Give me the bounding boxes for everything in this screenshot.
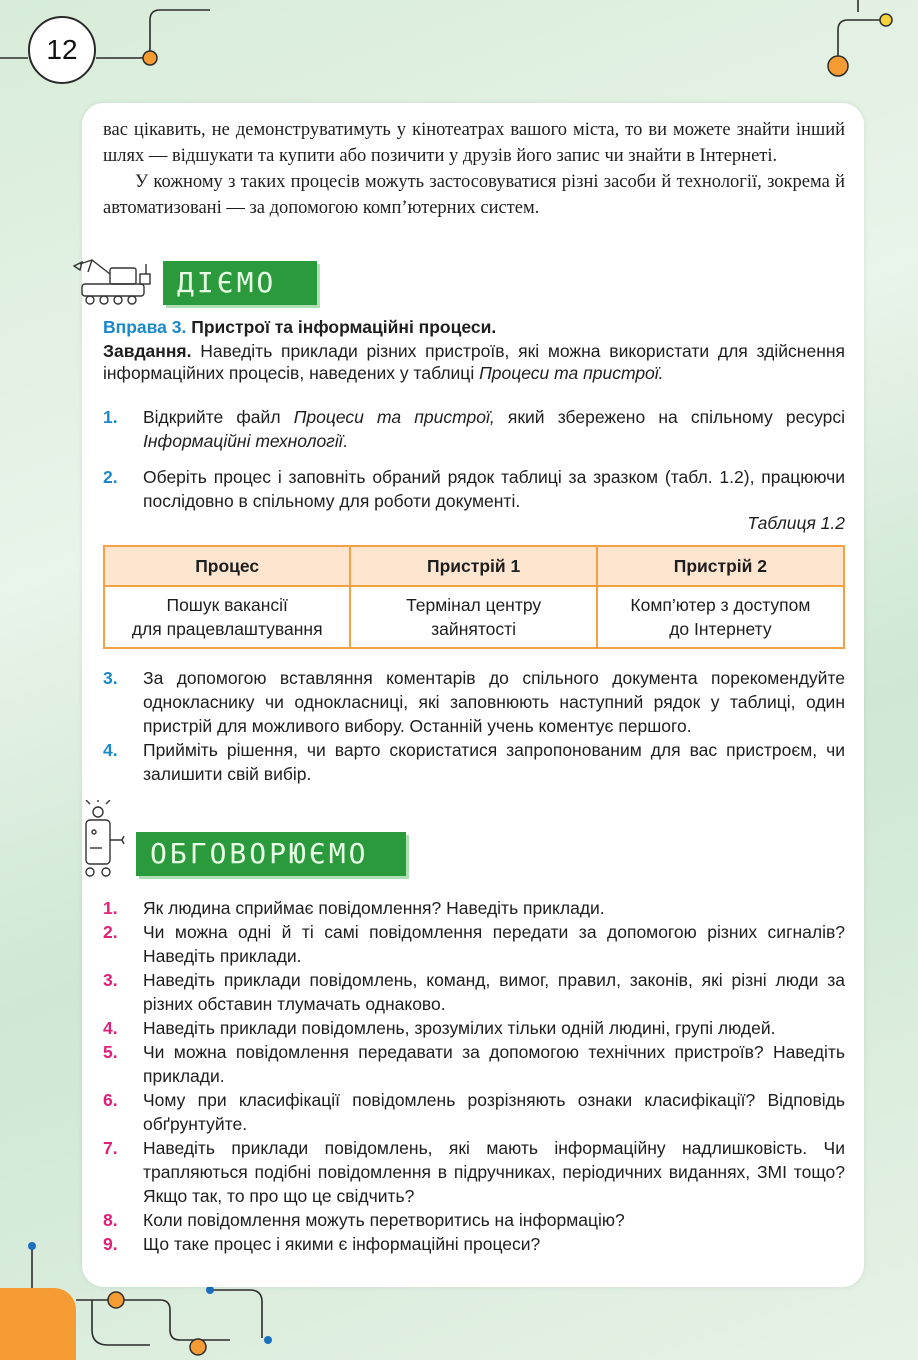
question-number: 4. xyxy=(103,1018,118,1038)
step-text: . xyxy=(342,431,348,451)
list-item xyxy=(103,1040,845,1088)
act-banner xyxy=(163,261,317,305)
discuss-banner xyxy=(136,832,406,876)
question-number: 2. xyxy=(103,922,118,942)
step-file-name: Процеси та пристрої, xyxy=(293,407,495,427)
task-text: Наведіть приклади різних пристроїв, які можна використати для здійснення інформаційних процесів, наведених у таблиці xyxy=(103,341,845,383)
intro-text xyxy=(103,117,845,221)
page-number: 12 xyxy=(28,16,96,84)
table-cell: Термінал центру зайнятості xyxy=(350,586,596,648)
step-number: 4. xyxy=(103,740,118,760)
step-resource-name: Інформаційні технології xyxy=(143,431,343,451)
list-item xyxy=(103,738,845,786)
table-caption: Таблиця 1.2 xyxy=(747,513,845,533)
intro-paragraph-2: У кожному з таких процесів можуть застосовуватися різні засоби й технології, зокрема й автоматизовані — за допомогою комп’ютерних систем. xyxy=(103,172,845,218)
question-text: Наведіть приклади повідомлень, які мають інформаційну надлишковість. Чи трапляються подібні повідомлення в підручниках, періодичних виданнях, ЗМІ тощо? Якщо так, то про що це свідчить? xyxy=(143,1138,845,1206)
table-header: Пристрій 1 xyxy=(350,546,596,586)
process-devices-table xyxy=(103,545,845,649)
step-text: який збережено на спільному ресурсі xyxy=(494,407,845,427)
step-number: 3. xyxy=(103,668,118,688)
step-text: Прийміть рішення, чи варто скористатися запропонованим для вас пристроєм, чи залишити свій вибір. xyxy=(143,740,845,784)
question-number: 3. xyxy=(103,970,118,990)
table-header: Процес xyxy=(104,546,350,586)
question-number: 1. xyxy=(103,898,118,918)
table-header-row xyxy=(104,546,844,586)
step-number: 2. xyxy=(103,467,118,487)
exercise-task xyxy=(103,340,845,384)
intro-paragraph-1: вас цікавить, не демонструватимуть у кінотеатрах вашого міста, то ви можете знайти інший шлях — відшукати та купити або позичити у друзів його запис чи знайти в Інтернеті. xyxy=(103,120,845,166)
list-item xyxy=(103,1088,845,1136)
exercise-label: Вправа 3. xyxy=(103,317,187,337)
step-text: Відкрийте файл xyxy=(143,407,294,427)
discuss-banner-label: ОБГОВОРЮЄМО xyxy=(150,837,369,870)
steps-list-b xyxy=(103,666,845,786)
act-banner-label: ДІЄМО xyxy=(177,266,277,299)
question-text: Наведіть приклади повідомлень, зрозумілих тільки одній людині, групі людей. xyxy=(143,1018,776,1038)
table-cell: Комп’ютер з доступом до Інтернету xyxy=(597,586,844,648)
robot-thinking-icon xyxy=(78,800,128,878)
list-item xyxy=(103,1208,845,1232)
list-item xyxy=(103,896,845,920)
exercise-heading xyxy=(103,316,845,338)
robot-vehicle-icon xyxy=(70,254,158,306)
question-text: Чи можна повідомлення передавати за допомогою технічних пристроїв? Наведіть приклади. xyxy=(143,1042,845,1086)
list-item xyxy=(103,1232,845,1256)
list-item xyxy=(103,920,845,968)
steps-list-a xyxy=(103,405,845,513)
list-item xyxy=(103,465,845,513)
list-item xyxy=(103,666,845,738)
questions-list xyxy=(103,896,845,1256)
question-text: Коли повідомлення можуть перетворитись на інформацію? xyxy=(143,1210,625,1230)
task-label: Завдання. xyxy=(103,341,192,361)
question-number: 9. xyxy=(103,1234,118,1254)
step-number: 1. xyxy=(103,407,118,427)
question-number: 7. xyxy=(103,1138,118,1158)
list-item xyxy=(103,1016,845,1040)
question-text: Чи можна одні й ті самі повідомлення передати за допомогою різних сигналів? Наведіть приклади. xyxy=(143,922,845,966)
task-italic: Процеси та пристрої. xyxy=(479,363,664,383)
corner-tab xyxy=(0,1288,76,1360)
step-text: Оберіть процес і заповніть обраний рядок таблиці за зразком (табл. 1.2), працюючи послідовно в спільному для роботи документі. xyxy=(143,467,845,511)
question-number: 8. xyxy=(103,1210,118,1230)
question-number: 5. xyxy=(103,1042,118,1062)
list-item xyxy=(103,405,845,453)
exercise-title: Пристрої та інформаційні процеси. xyxy=(191,317,497,337)
question-text: Наведіть приклади повідомлень, команд, вимог, правил, законів, які різні люди за різних обставин тлумачать однаково. xyxy=(143,970,845,1014)
question-text: Як людина сприймає повідомлення? Наведіть приклади. xyxy=(143,898,605,918)
table-cell: Пошук вакансії для працевлаштування xyxy=(104,586,350,648)
list-item xyxy=(103,968,845,1016)
question-number: 6. xyxy=(103,1090,118,1110)
step-text: За допомогою вставляння коментарів до спільного документа порекомендуйте однокласнику чи однокласниці, які заповнюють наступний рядок у таблиці, один пристрій для можливого вибору. Останній учень коментує першого. xyxy=(143,668,845,736)
list-item xyxy=(103,1136,845,1208)
table-row xyxy=(104,586,844,648)
question-text: Що таке процес і якими є інформаційні процеси? xyxy=(143,1234,541,1254)
question-text: Чому при класифікації повідомлень розрізняють ознаки класифікації? Відповідь обґрунтуйте. xyxy=(143,1090,845,1134)
table-header: Пристрій 2 xyxy=(597,546,844,586)
